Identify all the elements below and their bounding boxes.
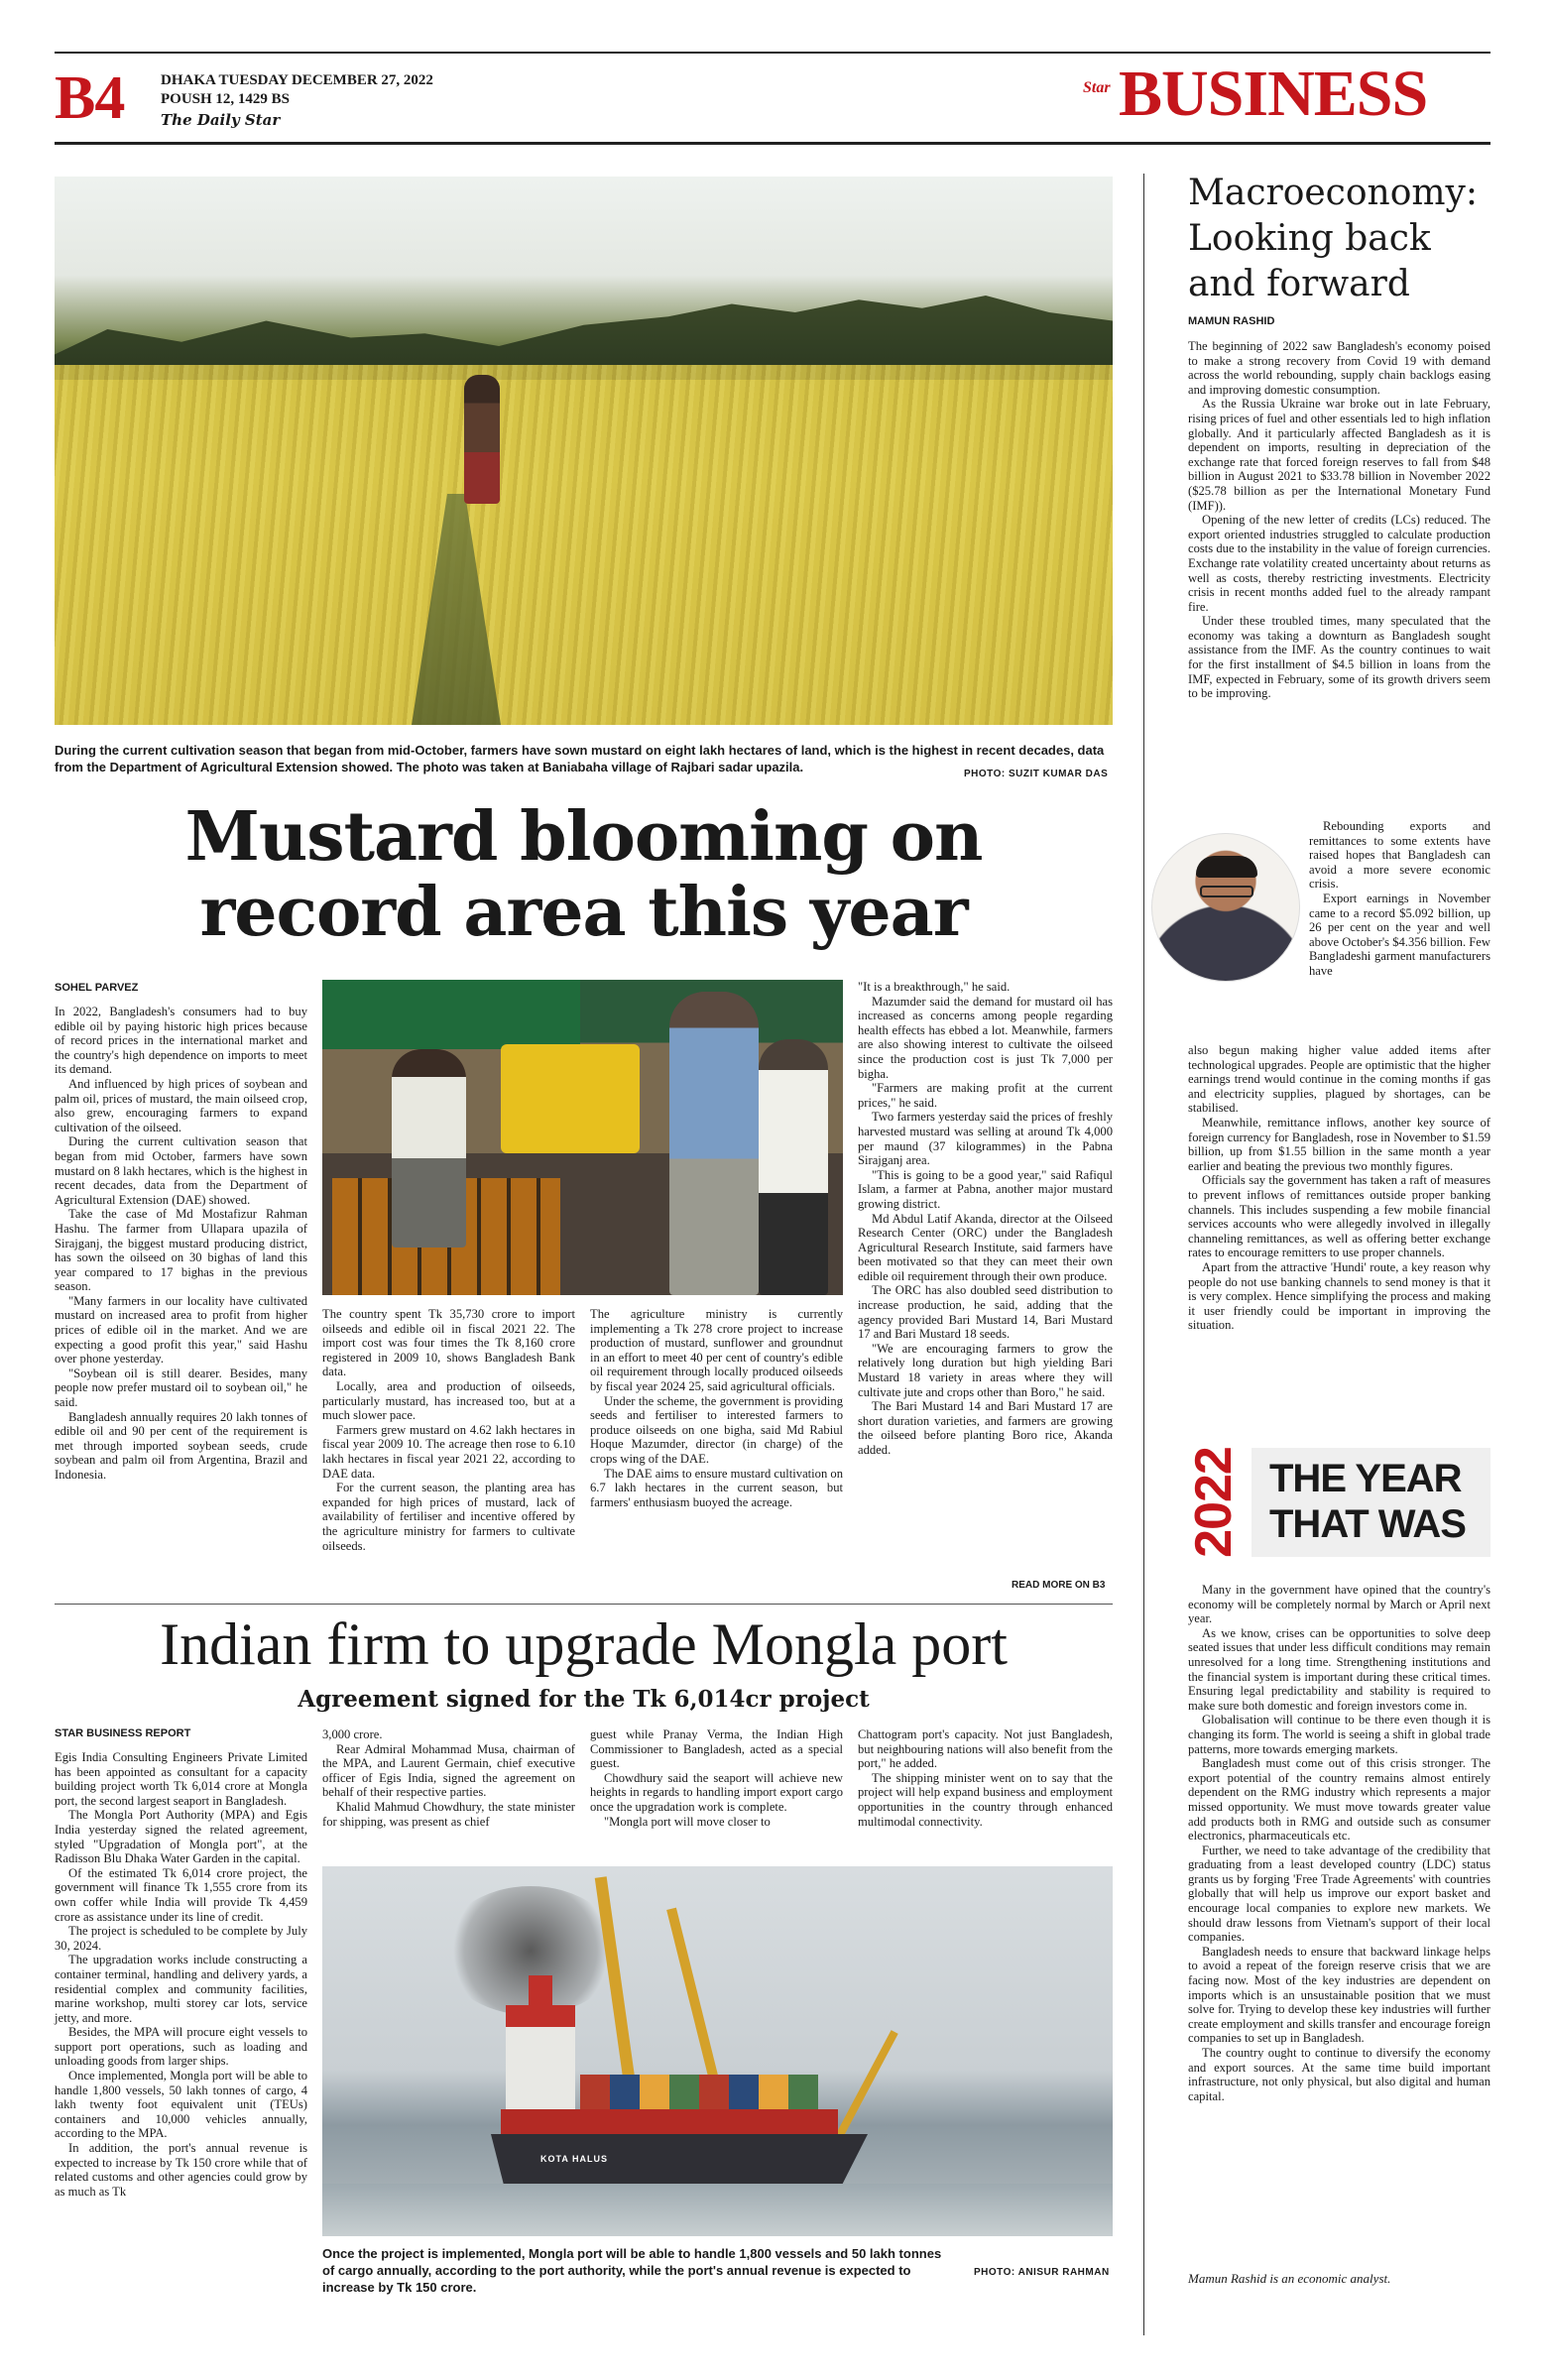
oil-mill-photo bbox=[322, 980, 843, 1295]
paragraph: Under these troubled times, many speculated that the economy was taking a downturn as Bangladesh sought assistance from the IMF. As the country continues to wait for the first installment of $4.5 billion in loans from the IMF, expected in February, some of its growth drivers seem to be improving. bbox=[1188, 614, 1490, 701]
farmer-figure bbox=[464, 375, 500, 504]
subheadline: Agreement signed for the Tk 6,014cr project bbox=[298, 1686, 870, 1713]
story1-column-4 bbox=[858, 980, 1113, 1458]
column-headline bbox=[1188, 171, 1486, 307]
byline: SOHEL PARVEZ bbox=[55, 982, 139, 994]
story2-column-4 bbox=[858, 1727, 1113, 1829]
paragraph: Farmers grew mustard on 4.62 lakh hectares in fiscal year 2009 10. The acreage then rose to 6.10 lakh hectares in fiscal year 2021 22, according to DAE data. bbox=[322, 1422, 575, 1481]
column-headline-line-2: Looking back bbox=[1188, 218, 1431, 259]
bystander-figure bbox=[759, 1039, 828, 1295]
paragraph: The DAE aims to ensure mustard cultivation on 6.7 lakh hectares in the current season, but farmers' enthusiasm buoyed the acreage. bbox=[590, 1466, 843, 1509]
paragraph: Rebounding exports and remittances to some extents have raised hopes that Bangladesh can avoid a more severe economic crisis. bbox=[1309, 819, 1490, 892]
headline-line-1: Mustard blooming on bbox=[184, 797, 983, 877]
paragraph: The agriculture ministry is currently implementing a Tk 278 crore project to increase production of mustard, sunflower and groundnut in an effort to meet 40 per cent of country's edible oil requirement through locally produced oilseeds by fiscal year 2024 25, said agricultural officials. bbox=[590, 1307, 843, 1393]
paragraph: Chowdhury said the seaport will achieve new heights in regards to handling import export cargo once the upgradation work is complete. bbox=[590, 1770, 843, 1814]
column-headline-line-1: Macroeconomy: bbox=[1188, 173, 1478, 213]
header-bottom-rule bbox=[55, 142, 1490, 145]
paragraph: The ORC has also doubled seed distribution to increase production, he said, adding that the agency provided Bari Mustard 14, Bari Mustard 17 and Bari Mustard 18 seeds. bbox=[858, 1283, 1113, 1342]
paragraph: The beginning of 2022 saw Bangladesh's economy poised to make a strong recovery from Covid 19 with demand across the world rebounding, supply chain backlogs easing and improving domestic consumption. bbox=[1188, 339, 1490, 397]
mustard-field bbox=[55, 365, 1113, 725]
section-title: BUSINESS bbox=[1119, 58, 1428, 130]
paragraph: The shipping minister went on to say that the project will help expand business and employment opportunities in the country through enhanced multimodal connectivity. bbox=[858, 1770, 1113, 1829]
read-more-link[interactable]: READ MORE ON B3 bbox=[1012, 1580, 1106, 1591]
story2-column-2 bbox=[322, 1727, 575, 1829]
column-body-part-3 bbox=[1188, 1583, 1490, 2103]
paragraph: Many in the government have opined that the country's economy will be completely normal by March or April next year. bbox=[1188, 1583, 1490, 1626]
paragraph: During the current cultivation season that began from mid October, farmers have sown mustard on 8 lakh hectares, which is the highest in recent decades, data from the Department of Agricultural Extension (DAE) showed. bbox=[55, 1134, 307, 1207]
headline: Indian firm to upgrade Mongla port bbox=[160, 1611, 1008, 1677]
paragraph: Meanwhile, remittance inflows, another key source of foreign currency for Bangladesh, rose in November to $1.59 billion, up from $1.55 billion in the same month a year earlier and beating the previous two monthly figures. bbox=[1188, 1115, 1490, 1173]
paragraph: Besides, the MPA will procure eight vessels to support port operations, such as loading and unloading goods from larger ships. bbox=[55, 2025, 307, 2069]
paragraph: Take the case of Md Mostafizur Rahman Hashu. The farmer from Ullapara upazila of Sirajganj, the biggest mustard producing district, has sown the oilseed on 30 bighas of land this year compared to 17 bighas in the previous season. bbox=[55, 1207, 307, 1294]
paragraph: In 2022, Bangladesh's consumers had to buy edible oil by paying historic high prices because of record prices in the international market and the country's high dependence on imports to meet its demand. bbox=[55, 1005, 307, 1077]
paragraph: Export earnings in November came to a record $5.092 billion, up 26 per cent on the year and well above October's $4.356 billion. Few Bangladeshi garment manufacturers have bbox=[1309, 891, 1490, 978]
story1-column-1 bbox=[55, 1005, 307, 1483]
paper-name: The Daily Star bbox=[161, 111, 281, 129]
story2-column-3 bbox=[590, 1727, 843, 1829]
column-headline-line-3: and forward bbox=[1188, 264, 1410, 304]
column-author: MAMUN RASHID bbox=[1188, 315, 1275, 327]
column-body-wrap bbox=[1309, 819, 1490, 979]
paragraph: Under the scheme, the government is providing seeds and fertiliser to interested farmers to produce oilseeds on one bigha, said Md Rabiul Hoque Mazumder, director (in charge) of the crops wing of the DAE. bbox=[590, 1393, 843, 1466]
paragraph: Opening of the new letter of credits (LCs) reduced. The export oriented industries struggled to calculate production costs due to the instability in the value of foreign currencies. Exchange rate volatility created uncertainty about returns as well as costs, thereby restricting investments. Electricity crisis in recent months added fuel to the already rampant fire. bbox=[1188, 513, 1490, 614]
paragraph: "Many farmers in our locality have cultivated mustard on increased area to profit from higher prices of edible oil in the market. And we are expecting a good profit this year," said Hashu over phone yesterday. bbox=[55, 1293, 307, 1367]
paragraph: "This is going to be a good year," said Rafiqul Islam, a farmer at Pabna, another major mustard growing district. bbox=[858, 1167, 1113, 1211]
oil-press-machine bbox=[501, 1044, 640, 1153]
paragraph: For the current season, the planting area has expanded for high prices of mustard, lack of availability of fertiliser and incentive offered by the agriculture ministry for farmers to cultivate oilseeds. bbox=[322, 1481, 575, 1553]
crane bbox=[835, 2030, 897, 2139]
paragraph: "Soybean oil is still dearer. Besides, many people now prefer mustard oil to soybean oil," he said. bbox=[55, 1366, 307, 1410]
mustard-field-photo bbox=[55, 177, 1113, 725]
year-number-box bbox=[1184, 1440, 1244, 1565]
ship-name: KOTA HALUS bbox=[540, 2154, 608, 2164]
year-that-was-banner bbox=[1185, 1440, 1490, 1565]
paragraph: Officials say the government has taken a raft of measures to prevent inflows of remittances outside proper banking channels. This includes suspending a few mobile financial services accounts who were allegedly involved in illegally channeling remittances, as well as offering better exchange rates to encourage remitters to use proper channels. bbox=[1188, 1173, 1490, 1260]
ship-bridge bbox=[506, 2005, 575, 2114]
paragraph: Khalid Mahmud Chowdhury, the state minister for shipping, was present as chief bbox=[322, 1799, 575, 1829]
story1-column-2 bbox=[322, 1307, 575, 1553]
dateline bbox=[161, 71, 433, 109]
paragraph: Egis India Consulting Engineers Private Limited has been appointed as consultant for a capacity building project worth Tk 6,014 crore at Mongla port, the second largest seaport in Bangladesh. bbox=[55, 1750, 307, 1808]
paragraph: Two farmers yesterday said the prices of freshly harvested mustard was selling at around Tk 4,000 per maund (37 kilogrammes) in the Pabna Sirajganj area. bbox=[858, 1110, 1113, 1168]
headline bbox=[55, 799, 1113, 950]
author-note: Mamun Rashid is an economic analyst. bbox=[1188, 2271, 1391, 2286]
paragraph: As the Russia Ukraine war broke out in late February, rising prices of fuel and other essentials led to high inflation globally. And it particularly affected Bangladesh as it is dependent on imports, resulting in depreciation of the exchange rate that forced foreign reserves to fall from $48 billion in August 2021 to $33.78 billion in November 2022 ($25.78 billion as per the International Monetary Fund (IMF)). bbox=[1188, 397, 1490, 513]
story-divider bbox=[55, 1604, 1113, 1605]
byline: STAR BUSINESS REPORT bbox=[55, 1727, 191, 1739]
page-number: B4 bbox=[55, 64, 125, 132]
column-body-part-2 bbox=[1188, 1043, 1490, 1333]
paragraph: The country spent Tk 35,730 crore to import oilseeds and edible oil in fiscal 2021 22. The import cost was four times the Tk 8,160 crore registered in 2009 10, shows Bangladesh Bank data. bbox=[322, 1307, 575, 1379]
paragraph: "Farmers are making profit at the current prices," he said. bbox=[858, 1081, 1113, 1110]
paragraph: Mazumder said the demand for mustard oil has increased as concerns among people regarding health effects has ebbed a lot. Meanwhile, farmers are also showing interest to cultivate the oilseed since the production cost is just Tk 7,000 per bigha. bbox=[858, 994, 1113, 1081]
photo-caption: Once the project is implemented, Mongla port will be able to handle 1,800 vessels and 50 lakh tonnes of cargo annually, according to the port authority, while the port's annual revenue is expected to increase by Tk 150 crore. bbox=[322, 2246, 942, 2295]
shop-sign bbox=[322, 980, 580, 1049]
year-banner-title: THE YEAR THAT WAS bbox=[1269, 1457, 1466, 1546]
portrait-glasses bbox=[1200, 886, 1253, 897]
paragraph: Md Abdul Latif Akanda, director at the Oilseed Research Center (ORC) under the Bangladesh Agricultural Research Institute, said farmers have been motivated so that they can meet their own edible oil requirement through their own produce. bbox=[858, 1211, 1113, 1283]
paragraph: also begun making higher value added items after technological upgrades. People are optimistic that the higher earnings trend would continue in the coming months if gas and electricity supplies, plagued by shortages, can be stabilised. bbox=[1188, 1043, 1490, 1116]
story2-column-1 bbox=[55, 1750, 307, 2199]
paragraph: Chattogram port's capacity. Not just Bangladesh, but neighbouring nations will also benefit from the port," he added. bbox=[858, 1727, 1113, 1771]
paragraph: "We are encouraging farmers to grow the relatively long duration but high yielding Bari Mustard 18 variety in areas where they will cultivate jute and crops other than Boro," he said. bbox=[858, 1341, 1113, 1399]
story1-column-3 bbox=[590, 1307, 843, 1509]
portrait-hair bbox=[1196, 856, 1257, 878]
paragraph: The country ought to continue to diversify the economy and export sources. At the same time build important infrastructure, not only physical, but also digital and human capital. bbox=[1188, 2046, 1490, 2103]
paragraph: The Bari Mustard 14 and Bari Mustard 17 are short duration varieties, and farmers are growing the oilseed before planting Boro rice, Akanda added. bbox=[858, 1399, 1113, 1457]
paragraph: Once implemented, Mongla port will be able to handle 1,800 vessels, 50 lakh tonnes of cargo, 4 lakh twenty foot equivalent unit (TEUs) containers and 10,000 vehicles annually, according to the MPA. bbox=[55, 2069, 307, 2141]
paragraph: Further, we need to take advantage of the credibility that graduating from a least developed country (LDC) status grants us by forging 'Free Trade Agreements' with countries globally that will help us improve our export basket and encourage local companies to explore new markets. We should draw lessons from Vietnam's support of their local companies. bbox=[1188, 1843, 1490, 1945]
star-logo: Star bbox=[1083, 79, 1111, 96]
mongla-port-photo bbox=[322, 1866, 1113, 2236]
river-water bbox=[322, 2184, 1113, 2236]
paragraph: "It is a breakthrough," he said. bbox=[858, 980, 1011, 994]
paragraph: Globalisation will continue to be there even though it is changing its form. The world is seeing a shift in global trade patterns, more towards emerging markets. bbox=[1188, 1713, 1490, 1756]
paragraph: The project is scheduled to be complete by July 30, 2024. bbox=[55, 1924, 307, 1953]
column-body-part-1 bbox=[1188, 339, 1490, 701]
paragraph: Locally, area and production of oilseeds, particularly mustard, has increased too, but at a much slower pace. bbox=[322, 1378, 575, 1423]
paragraph: Bangladesh must come out of this crisis stronger. The export potential of the country remains almost entirely dependent on the RMG industry which represents a major missed opportunity. We must move towards greater value add products both in RMG and outside such as consumer electronics, pharmaceuticals etc. bbox=[1188, 1756, 1490, 1844]
photo-credit: PHOTO: ANISUR RAHMAN bbox=[974, 2267, 1110, 2278]
headline-line-2: record area this year bbox=[199, 873, 968, 952]
author-portrait bbox=[1151, 833, 1300, 982]
customer-figure bbox=[669, 992, 759, 1295]
paragraph: "Mongla port will move closer to bbox=[604, 1814, 771, 1829]
paragraph: Apart from the attractive 'Hundi' route, a key reason why people do not use banking channels to send money is that it is very complex. Hence simplifying the process and making it user friendly could be important in improving the situation. bbox=[1188, 1259, 1490, 1333]
containers bbox=[580, 2075, 818, 2110]
paragraph: Of the estimated Tk 6,014 crore project, the government will finance Tk 1,555 crore from its own coffer while India will provide Tk 4,459 crore as assistance under its line of credit. bbox=[55, 1865, 307, 1924]
paragraph: And influenced by high prices of soybean and palm oil, prices of mustard, the main oilseed crop, also grew, encouraging farmers to expand cultivation of the oilseed. bbox=[55, 1076, 307, 1134]
photo-caption: During the current cultivation season that began from mid-October, farmers have sown mustard on eight lakh hectares of land, which is the highest in recent decades, data from the Department of Agricultural Extension showed. The photo was taken at Baniabaha village of Rajbari sadar upazila. bbox=[55, 743, 1105, 774]
dateline-date: DHAKA TUESDAY DECEMBER 27, 2022 bbox=[161, 72, 433, 88]
paragraph: As we know, crises can be opportunities to solve deep seated issues that under less difficult conditions may remain unresolved for a long time. Strengthening institutions and the financial system is important during these critical times. Ensuring legal predictability and stability is required to make sure both domestic and foreign investors come in. bbox=[1188, 1625, 1490, 1713]
paragraph: Rear Admiral Mohammad Musa, chairman of the MPA, and Laurent Germain, chief executive officer of Egis India, signed the agreement on behalf of their respective parties. bbox=[322, 1741, 575, 1800]
paragraph: The Mongla Port Authority (MPA) and Egis India yesterday signed the related agreement, styled "Upgradation of Mongla port", at the Radisson Blu Dhaka Water Garden in the capital. bbox=[55, 1808, 307, 1866]
paragraph: 3,000 crore. bbox=[322, 1727, 383, 1741]
paragraph: The upgradation works include constructing a container terminal, handling and delivery yards, a residential complex and community facilities, marine workshop, multi storey car lots, service jetty, and more. bbox=[55, 1953, 307, 2025]
paragraph: In addition, the port's annual revenue is expected to increase by Tk 150 crore while that of related customs and other agencies could grow by as much as Tk bbox=[55, 2141, 307, 2199]
worker-figure bbox=[392, 1049, 466, 1248]
dateline-bangla-date: POUSH 12, 1429 BS bbox=[161, 91, 291, 107]
paragraph: Bangladesh needs to ensure that backward linkage helps to avoid a repeat of the foreign reserve crisis that we are facing now. Most of the key industries are dependent on imports which is an unsustainable position that we must solve for. Trying to develop these key industries will further create employment and skills transfer and encourage foreign companies to set up in Bangladesh. bbox=[1188, 1944, 1490, 2046]
header-top-rule bbox=[55, 52, 1490, 54]
paragraph: guest while Pranay Verma, the Indian High Commissioner to Bangladesh, acted as a special guest. bbox=[590, 1727, 843, 1771]
photo-credit: PHOTO: SUZIT KUMAR DAS bbox=[964, 769, 1109, 779]
column-divider bbox=[1143, 174, 1144, 2335]
paragraph: Bangladesh annually requires 20 lakh tonnes of edible oil and 90 per cent of the requirement is met through imported soybean seeds, crude soybean and palm oil from Argentina, Brazil and Indonesia. bbox=[55, 1409, 307, 1482]
year-number: 2022 bbox=[1185, 1447, 1243, 1558]
crane bbox=[666, 1908, 722, 2093]
